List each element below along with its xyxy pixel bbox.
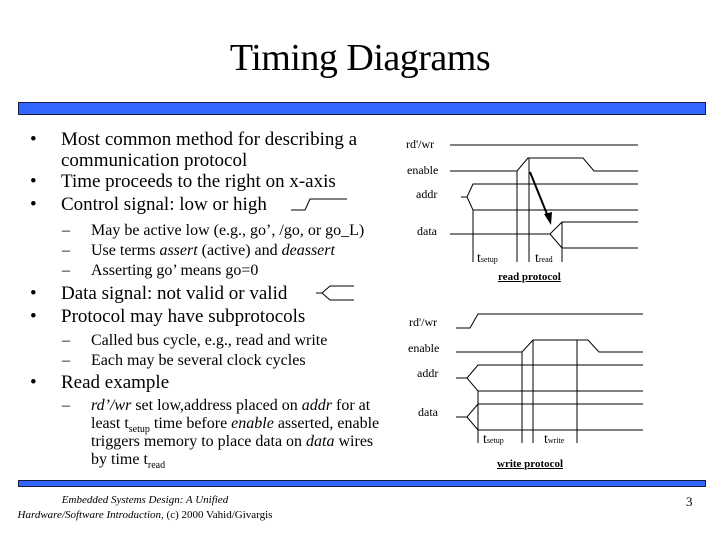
bullet-icon: •: [30, 171, 37, 192]
footer-divider-bar: [18, 480, 706, 487]
dash-icon: –: [62, 397, 70, 414]
footer-citation: Embedded Systems Design: A Unified Hardware/Software Introduction, (c) 2000 Vahid/Givargis: [17, 494, 273, 521]
bullet-icon: •: [30, 306, 37, 327]
slide-title: Timing Diagrams: [229, 37, 491, 79]
write-signal-label-data: data: [418, 405, 438, 419]
dash-icon: –: [62, 262, 70, 279]
read-trigger-arrow: [530, 172, 549, 219]
bullet-icon: •: [30, 194, 37, 215]
write-rdwr-line: [456, 314, 643, 328]
write-data-line: [456, 404, 643, 417]
read-signal-label-data: data: [417, 224, 437, 238]
dash-icon: –: [62, 222, 70, 239]
dash-icon: –: [62, 332, 70, 349]
read-enable-line: [450, 158, 638, 171]
read-protocol-caption: read protocol: [498, 271, 561, 283]
dash-icon: –: [62, 242, 70, 259]
write-signal-label-enable: enable: [408, 341, 440, 355]
read-addr-line: [461, 184, 638, 197]
bullet-icon: •: [30, 372, 37, 393]
page-number: 3: [686, 494, 693, 509]
write-addr-line: [456, 365, 643, 378]
read-tread-label: tread: [535, 251, 553, 266]
dash-icon: –: [62, 352, 70, 369]
write-signal-label-rdwr: rd'/wr: [409, 315, 438, 329]
control-signal-icon: [291, 199, 347, 210]
read-signal-label-addr: addr: [416, 187, 438, 201]
data-signal-icon: [316, 286, 354, 293]
read-signal-label-rdwr: rd'/wr: [406, 137, 435, 151]
write-twrite-label: twrite: [544, 432, 565, 447]
write-signal-label-addr: addr: [417, 366, 439, 380]
write-enable-line: [456, 340, 643, 352]
bullet-icon: •: [30, 129, 37, 150]
write-protocol-caption: write protocol: [497, 458, 564, 470]
write-tsetup-label: tsetup: [483, 432, 504, 447]
read-tsetup-label: tsetup: [477, 251, 498, 266]
bullet-icon: •: [30, 283, 37, 304]
arrow-head-icon: [544, 212, 552, 225]
read-signal-label-enable: enable: [407, 163, 439, 177]
read-data-line: [450, 222, 638, 234]
